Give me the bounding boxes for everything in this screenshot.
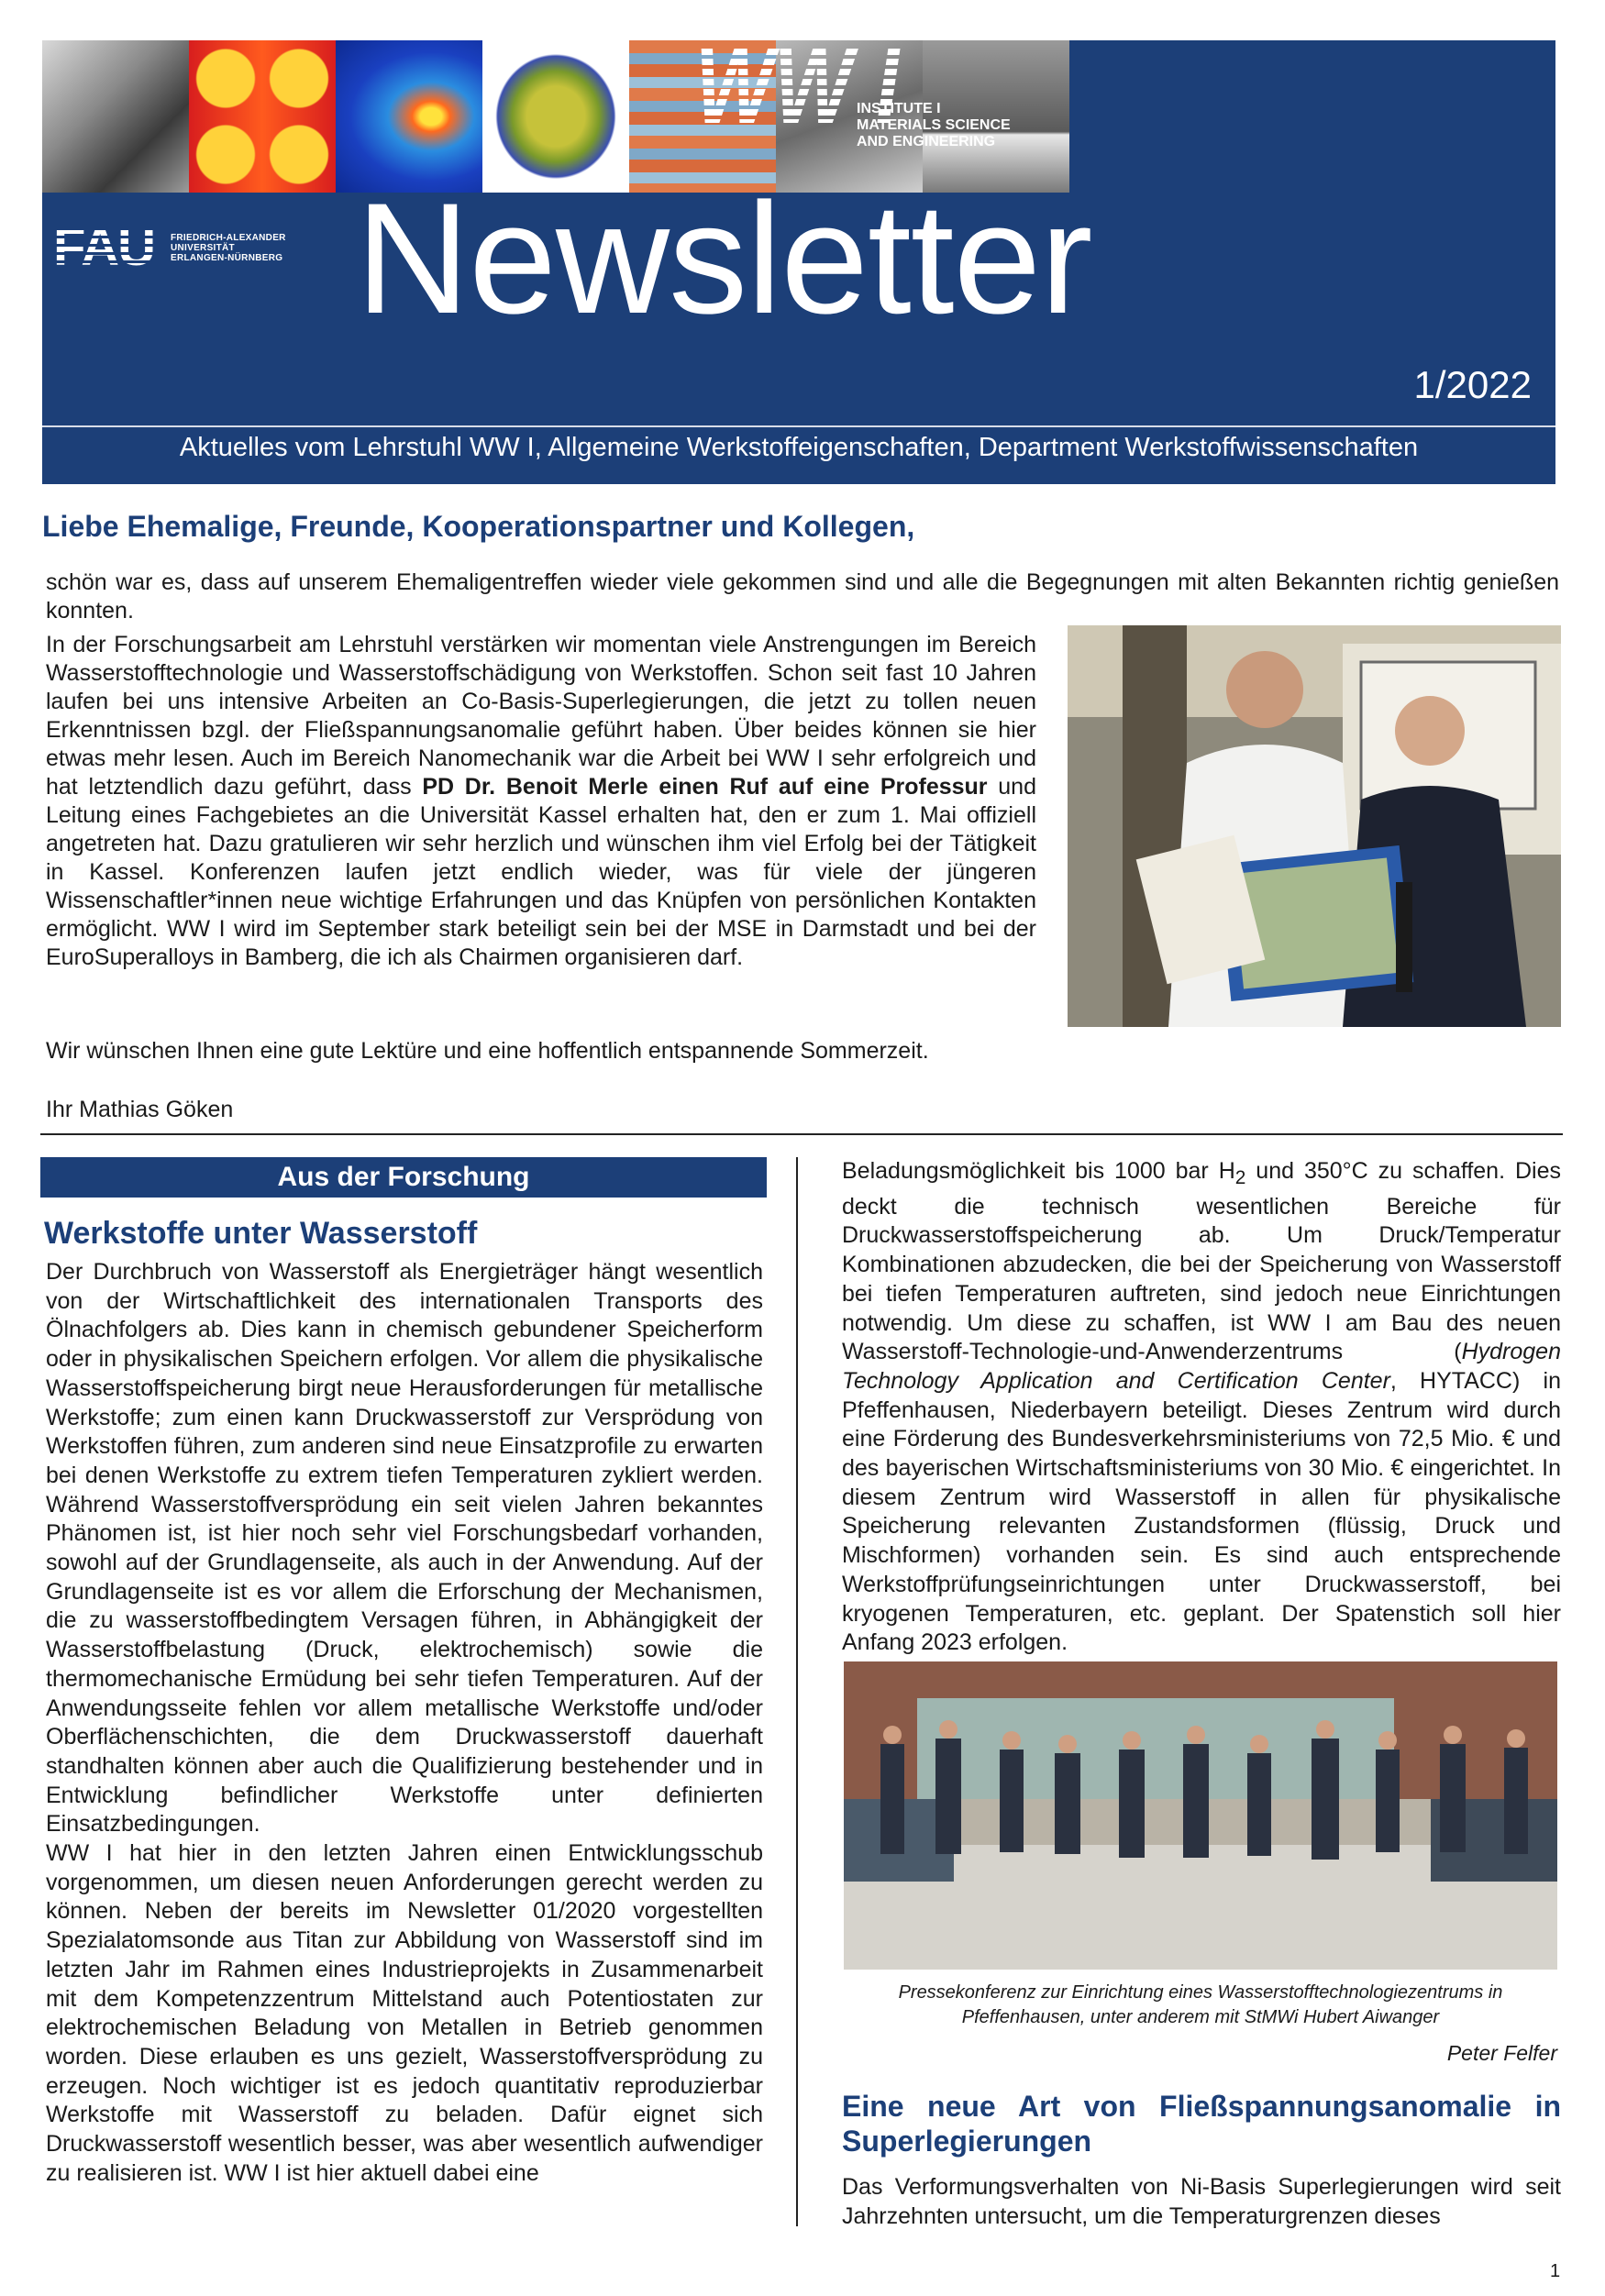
column-divider [796,1157,798,2226]
right-text-a: Beladungsmöglichkeit bis 1000 bar H [842,1158,1235,1184]
award-photo [1068,625,1561,1027]
institute-line-1: INSTITUTE I [857,101,941,116]
closing-wish: Wir wünschen Ihnen eine gute Lektüre und eine hoffentlich entspannende Sommerzeit. [46,1038,929,1064]
newsletter-subtitle: Aktuelles vom Lehrstuhl WW I, Allgemeine Werkstoffeigenschaften, Department Werkstoffwissenschaften [179,433,1419,462]
intro-highlight: PD Dr. Benoit Merle einen Ruf auf eine Professur [422,774,988,800]
intro-first-paragraph: schön war es, dass auf unserem Ehemaligentreffen wieder viele gekommen sind und alle die Begegnungen mit alten Bekannten richtig genießen konnten. [46,569,1559,624]
fau-logo-word: FAU [53,217,154,277]
section-divider [40,1133,1563,1135]
article-title: Werkstoffe unter Wasserstoff [44,1216,478,1251]
article-author: Peter Felfer [1446,2041,1557,2065]
fau-logo [53,217,154,277]
sem-image-1 [42,40,189,193]
signature: Ihr Mathias Göken [46,1097,234,1122]
section-heading-bar: Aus der Forschung [40,1157,767,1198]
right-text-c: , HYTACC) in Pfeffenhausen, Niederbayern beteiligt. Dieses Zentrum wird durch eine Förderung des Bundesverkehrsministeriums von 72,5 Mio. € und des bayerischen Wirtschaftsministeriums von 30 Mio. € eingerichtet. In diesem Zentrum wird Wasserstoff in allen für physikalische Speicherung relevanten Zustandsformen (flüssig, Druck und Mischformen) vorhanden sein. Es sind auch entsprechende Werkstoffprüfungseinrichtungen unter Druckwasserstoff, bei kryogenen Temperaturen, etc. geplant. Der Spatenstich soll hier Anfang 2023 erfolgen. [842,1367,1561,1656]
article-left-column [46,1258,763,2189]
wwi-logo-text: WW I [695,39,901,130]
intro-paragraph [46,631,1036,972]
article2-text: Das Verformungsverhalten von Ni-Basis Superlegierungen wird seit Jahrzehnten untersucht, um die Temperaturgrenzen dieses [842,2174,1561,2229]
hytacc-name: Hydrogen Technology Application and Certification Center [842,1339,1561,1394]
h2-subscript: 2 [1234,1167,1246,1188]
institute-name [857,101,1011,150]
intro-text-b: und Leitung eines Fachgebietes an die Universität Kassel erhalten hat, den er zum 1. Mai offiziell angetreten hat. Dazu gratulieren wir sehr herzlich und wünschen ihm viel Erfolg bei der Tätigkeit in Kassel. Konferenzen laufen jetzt endlich wieder, was für viele der jüngeren Wissenschaftler*innen neue wichtige Erfahrungen und das Knüpfen von persönlichen Kontakten ermöglicht. WW I wird im September stark beteiligt sein bei der MSE in Darmstadt und bei der EuroSuperalloys in Bamberg, die ich als Chairmen organisieren darf. [46,774,1036,970]
press-conference-photo [844,1661,1557,1970]
fau-university-name [171,233,286,263]
newsletter-header [42,40,1555,484]
article-paragraph-1: Der Durchbruch von Wasserstoff als Energieträger hängt wesentlich von der Wirtschaftlichkeit des internationalen Transports des Ölnachfolgers ab. Dies kann in chemisch gebundener Speicherform oder in physikalischen Speichern erfolgen. Vor allem die physikalische Wasserstoffspeicherung birgt neue Herausforderungen für metallische Werkstoffe; zum einen kann Druckwasserstoff zur Versprödung von Werkstoffen führen, zum anderen sind neue Einsatzprofile zu erwarten bei denen Werkstoffe zu extrem tiefen Temperaturen zykliert werden. Während Wasserstoffversprödung ein seit vielen Jahren bekanntes Phänomen ist, ist hier noch sehr viel Forschungsbedarf vorhanden, sowohl auf der Grundlagenseite, als auch in der Anwendung. Auf der Grundlagenseite ist es vor allem die Erforschung der Mechanismen, die zu wasserstoffbedingtem Versagen führen, in Abhängigkeit der Wasserstoffbelastung (Druck, elektrochemisch) sowie die thermomechanische Ermüdung bei sehr tiefen Temperaturen. Auf der Anwendungsseite fehlen vor allem metallische Werkstoffe und/oder Oberflächenschichten, die dem Druckwasserstoff dauerhaft standhalten können aber auch die Qualifizierung bestehender und in Entwicklung befindlicher Werkstoffe unter definierten Einsatzbedingungen. [46,1259,763,1838]
article2-title: Eine neue Art von Fließspannungsanomalie in Superlegierungen [842,2090,1561,2158]
right-text-b: und 350°C zu schaffen. Dies deckt die technisch wesentlichen Bereiche für Druckwasserstoffspeicherung ab. Um Druck/Temperatur Kombinationen abzudecken, die bei der Speicherung von Wasserstoff bei tiefen Temperaturen auftreten, sind jedoch neue Einrichtungen notwendig. Um diese zu schaffen, ist WW I am Bau des neuen Wasserstoff-Technologie-und-Anwenderzentrums ( [842,1158,1561,1365]
page-number: 1 [1550,2261,1561,2281]
intro-text-a: In der Forschungsarbeit am Lehrstuhl verstärken wir momentan viele Anstrengungen im Bereich Wasserstofftechnologie und Wasserstoffschädigung von Werkstoffen. Schon seit fast 10 Jahren laufen bei uns intensive Arbeiten an Co-Basis-Superlegierungen, die jetzt zu tollen neuen Erkenntnissen bzgl. der Fließspannungsanomalie geführt haben. Über beides können sie hier etwas mehr lesen. Auch im Bereich Nanomechanik war die Arbeit bei WW I sehr erfolgreich und hat letztendlich dazu geführt, dass [46,632,1036,800]
institute-line-3: AND ENGINEERING [857,134,996,149]
issue-number: 1/2022 [1413,363,1532,406]
fau-line-2: UNIVERSITÄT [171,243,235,253]
newsletter-title: Newsletter [356,171,1092,347]
simulation-heatmap-image [189,40,336,193]
greeting-heading: Liebe Ehemalige, Freunde, Kooperationspartner und Kollegen, [42,510,915,543]
photo-caption: Pressekonferenz zur Einrichtung eines Wasserstofftechnologiezentrums in Pfeffenhausen, unter anderem mit StMWi Hubert Aiwanger [898,1982,1503,2027]
article-right-column [842,1157,1561,1658]
institute-line-2: MATERIALS SCIENCE [857,117,1011,133]
fau-line-3: ERLANGEN-NÜRNBERG [171,253,283,263]
article-paragraph-2: WW I hat hier in den letzten Jahren einen Entwicklungsschub vorgenommen, um diesen neuen Anforderungen gerecht werden zu können. Neben der bereits im Newsletter 01/2020 vorgestellten Spezialatomsonde aus Titan zur Abbildung von Wasserstoff sind im letzten Jahr im Rahmen eines Industrieprojekts in Zusammenarbeit mit dem Kompetenzzentrum Mittelstand auch Potentiostaten zur elektrochemischen Beladung von Metallen in Betrieb genommen worden. Diese erlauben es uns gezielt, Wasserstoffversprödung zu erzeugen. Noch wichtiger ist es jedoch quantitativ reproduzierbar Werkstoffe mit Wasserstoff zu beladen. Dafür eignet sich Druckwasserstoff wesentlich besser, was aber wesentlich aufwendiger zu realisieren ist. WW I ist hier aktuell dabei eine [46,1840,763,2186]
header-divider [42,425,1555,427]
fau-line-1: FRIEDRICH-ALEXANDER [171,233,286,243]
